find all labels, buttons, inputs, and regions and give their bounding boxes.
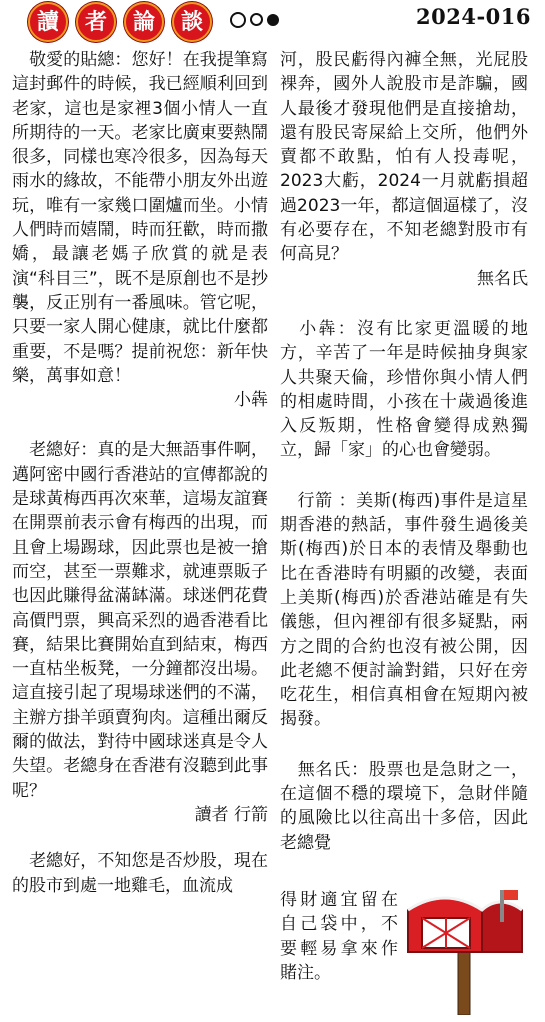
seal-char-3: 論 — [124, 2, 164, 42]
filled-circle-icon — [267, 14, 279, 26]
mailbox-icon — [400, 880, 530, 1015]
page-header — [0, 0, 545, 38]
editor-reply-2: 行箭 ：美斯(梅西)事件是這星期香港的熱話，事件發生過後美斯(梅西)於日本的表情及舉動也比在香港時有明顯的改變，表面上美斯(梅西)於香港站確是有失儀態，但內裡卻有很多疑點，兩方之間的合約也沒有被公開，因此老總不便討論對錯，只好在旁吃花生，相信真相會在短期內被揭發。 — [280, 490, 528, 730]
reader-letter-3-continued: 河，股民虧得內褲全無，光屁股裸奔，國外人說股市是詐騙，國人最後才發現他們是直接搶劫，還有股民寄屎給上交所，他們外賣都不敢點，怕有人投毒呢，2023大虧，2024一月就虧損超過2023一年，都這個逼樣了，沒有必要存在，不知老總對股市有何高見？ — [280, 50, 528, 265]
issue-number: 2024-016 — [416, 4, 531, 29]
editor-reply-3-wrap: 得財適宜留在自己袋中，不要輕易拿來作賭注。 — [280, 890, 398, 983]
letter-1-signature: 小犇 — [234, 390, 268, 411]
open-circle-icon — [250, 13, 263, 26]
seal-char-1: 讀 — [28, 2, 68, 42]
editor-reply-3: 無名氏：股票也是急財之一，在這個不穩的環境下，急財伴隨的風險比以往高出十多倍，因此老總覺 — [280, 759, 528, 853]
seal-char-2: 者 — [76, 2, 116, 42]
decorative-dots — [230, 9, 283, 29]
left-column — [12, 48, 268, 898]
letter-2-signature: 讀者 行箭 — [194, 804, 268, 825]
letter-3-signature: 無名氏 — [477, 268, 528, 289]
reader-letter-2: 老總好：真的是大無語事件啊，邁阿密中國行香港站的宣傳都說的是球黃梅西再次來華，這場友誼賽在開票前表示會有梅西的出現，而且會上場踢球，因此票也是被一搶而空，甚至一票難求，就連票販子也因此賺得盆滿缽滿。球迷們花費高價門票，興高采烈的過香港看比賽，結果比賽開始直到結束，梅西一直枯坐板凳，一分鐘都沒出場。這直接引起了現場球迷們的不滿，主辦方掛羊頭賣狗肉。這種出爾反爾的做法，對待中國球迷真是令人失望。老總身在香港有沒聽到此事呢？ — [12, 440, 268, 801]
open-circle-icon — [230, 12, 246, 28]
right-column — [280, 48, 528, 855]
reader-letter-1: 敬愛的貼總：您好！在我提筆寫這封郵件的時候，我已經順利回到老家，這也是家裡3個小情人一直所期待的一天。老家比廣東要熱鬧很多，同樣也寒冷很多，因為每天雨水的緣故，不能帶小朋友外出遊玩，唯有一家幾口圍爐而坐。小情人們時而嬉鬧，時而狂歡，時而撒嬌，最讓老媽子欣賞的就是表演“科目三”，既不是原創也不是抄襲，反正別有一番風味。管它呢，只要一家人開心健康，就比什麼都重要，不是嗎？提前祝您：新年快樂，萬事如意！ — [12, 50, 268, 386]
reader-letter-3-start: 老總好，不知您是否炒股，現在的股市到處一地雞毛，血流成 — [12, 851, 268, 896]
seal-char-4: 談 — [172, 2, 212, 42]
editor-reply-1: 小犇：沒有比家更溫暖的地方，辛苦了一年是時候抽身與家人共聚天倫，珍惜你與小情人們的相處時間，小孩在十歲過後進入反叛期，性格會變得成熟獨立，歸「家」的心也會變弱。 — [280, 318, 528, 461]
